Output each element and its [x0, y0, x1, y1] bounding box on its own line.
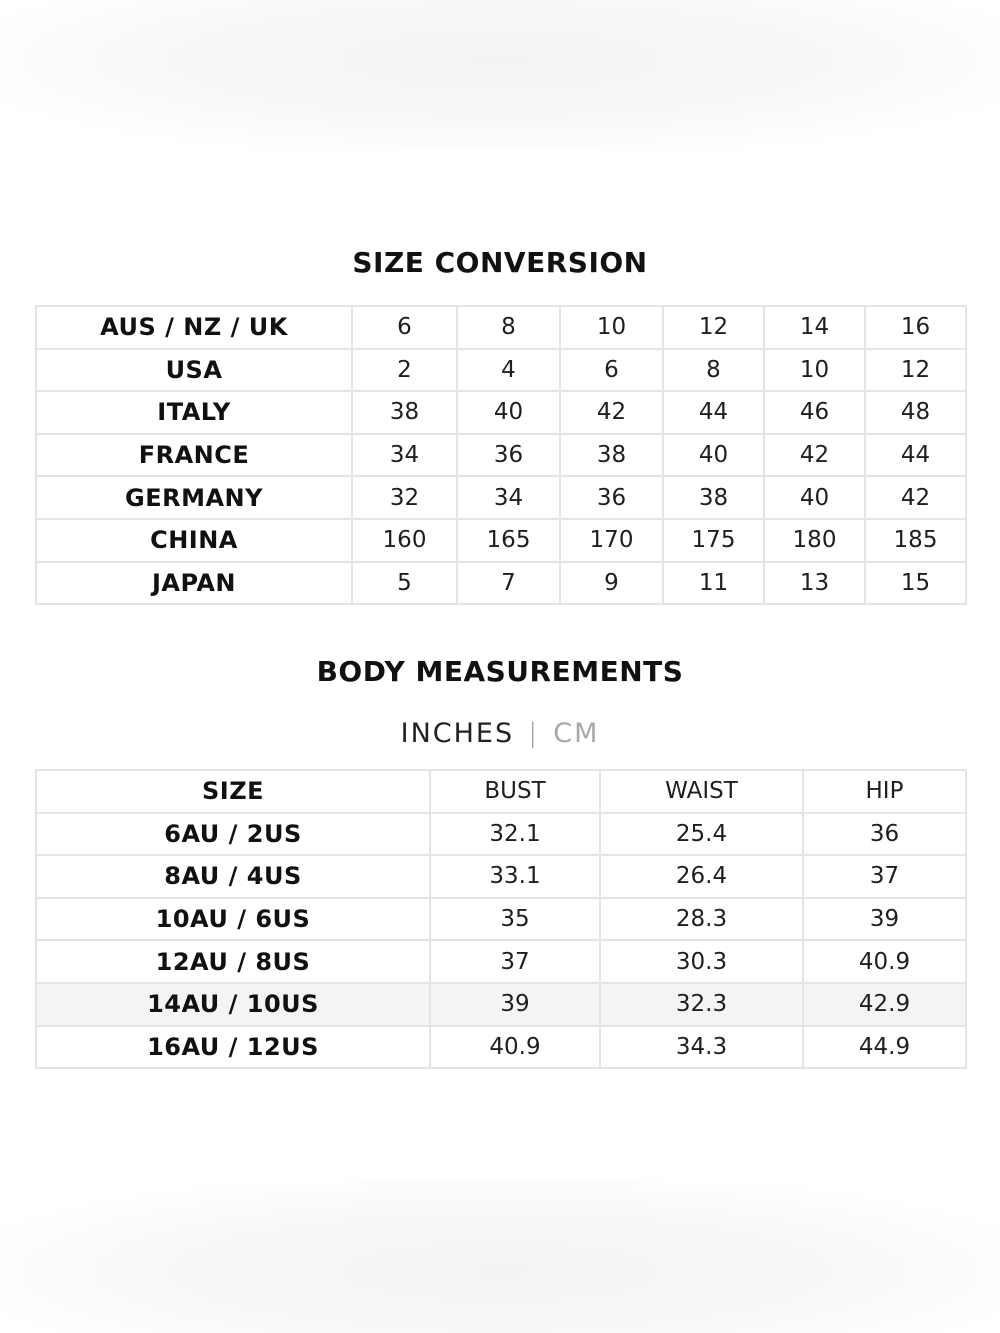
table-cell: 40: [457, 391, 560, 434]
table-row: [36, 855, 966, 898]
top-shadow: [0, 0, 1000, 150]
table-header-row: [36, 770, 966, 813]
table-cell: 9: [560, 562, 663, 605]
table-cell: 39: [430, 983, 600, 1026]
table-cell: 33.1: [430, 855, 600, 898]
table-cell: 48: [865, 391, 966, 434]
unit-cm-option[interactable]: CM: [553, 718, 600, 749]
row-label: GERMANY: [36, 476, 352, 519]
row-label: 8AU / 4US: [36, 855, 430, 898]
body-measurements-table: [35, 769, 967, 1069]
row-label: 6AU / 2US: [36, 813, 430, 856]
table-cell: 10: [560, 306, 663, 349]
table-cell: 40.9: [430, 1026, 600, 1069]
table-cell: 34: [457, 476, 560, 519]
table-cell: 46: [764, 391, 865, 434]
table-cell: 25.4: [600, 813, 803, 856]
table-row: [36, 306, 966, 349]
table-cell: 36: [457, 434, 560, 477]
table-cell: 44: [865, 434, 966, 477]
row-label: 16AU / 12US: [36, 1026, 430, 1069]
column-header-waist: WAIST: [600, 770, 803, 813]
table-cell: 38: [560, 434, 663, 477]
row-label: FRANCE: [36, 434, 352, 477]
unit-separator: |: [528, 718, 540, 749]
row-label: 14AU / 10US: [36, 983, 430, 1026]
row-label: AUS / NZ / UK: [36, 306, 352, 349]
table-cell: 42.9: [803, 983, 966, 1026]
row-label: 12AU / 8US: [36, 940, 430, 983]
table-cell: 39: [803, 898, 966, 941]
table-row: [36, 813, 966, 856]
table-cell: 11: [663, 562, 764, 605]
table-row: [36, 562, 966, 605]
row-label: ITALY: [36, 391, 352, 434]
table-cell: 8: [663, 349, 764, 392]
table-cell: 36: [560, 476, 663, 519]
table-row: [36, 983, 966, 1026]
table-cell: 165: [457, 519, 560, 562]
table-cell: 40: [764, 476, 865, 519]
table-cell: 34.3: [600, 1026, 803, 1069]
table-cell: 42: [865, 476, 966, 519]
table-cell: 26.4: [600, 855, 803, 898]
table-cell: 13: [764, 562, 865, 605]
bottom-shadow: [0, 1180, 1000, 1333]
table-cell: 185: [865, 519, 966, 562]
unit-toggle: [0, 718, 1000, 749]
unit-inches-option[interactable]: INCHES: [400, 718, 515, 749]
table-row: [36, 1026, 966, 1069]
table-cell: 30.3: [600, 940, 803, 983]
table-cell: 14: [764, 306, 865, 349]
table-row: [36, 519, 966, 562]
table-cell: 12: [663, 306, 764, 349]
table-cell: 44.9: [803, 1026, 966, 1069]
table-row: [36, 940, 966, 983]
table-row: [36, 476, 966, 519]
table-row: [36, 898, 966, 941]
row-label: JAPAN: [36, 562, 352, 605]
table-cell: 12: [865, 349, 966, 392]
size-conversion-table: [35, 305, 967, 605]
table-cell: 40: [663, 434, 764, 477]
row-label: 10AU / 6US: [36, 898, 430, 941]
column-header-bust: BUST: [430, 770, 600, 813]
size-conversion-title: SIZE CONVERSION: [352, 246, 648, 279]
table-cell: 28.3: [600, 898, 803, 941]
table-cell: 8: [457, 306, 560, 349]
table-cell: 170: [560, 519, 663, 562]
table-cell: 15: [865, 562, 966, 605]
table-cell: 5: [352, 562, 457, 605]
table-cell: 42: [764, 434, 865, 477]
row-label: CHINA: [36, 519, 352, 562]
table-row: [36, 391, 966, 434]
table-cell: 7: [457, 562, 560, 605]
table-row: [36, 434, 966, 477]
table-cell: 37: [803, 855, 966, 898]
table-cell: 175: [663, 519, 764, 562]
body-measurements-title: BODY MEASUREMENTS: [316, 655, 684, 688]
table-cell: 36: [803, 813, 966, 856]
table-row: [36, 349, 966, 392]
table-cell: 32.1: [430, 813, 600, 856]
table-cell: 32.3: [600, 983, 803, 1026]
table-cell: 42: [560, 391, 663, 434]
table-cell: 180: [764, 519, 865, 562]
table-cell: 2: [352, 349, 457, 392]
table-cell: 35: [430, 898, 600, 941]
table-cell: 44: [663, 391, 764, 434]
table-cell: 160: [352, 519, 457, 562]
table-cell: 16: [865, 306, 966, 349]
row-label: USA: [36, 349, 352, 392]
table-cell: 32: [352, 476, 457, 519]
column-header-size: SIZE: [36, 770, 430, 813]
table-cell: 6: [352, 306, 457, 349]
table-cell: 6: [560, 349, 663, 392]
table-cell: 10: [764, 349, 865, 392]
table-cell: 4: [457, 349, 560, 392]
table-cell: 34: [352, 434, 457, 477]
table-cell: 37: [430, 940, 600, 983]
table-cell: 38: [663, 476, 764, 519]
table-cell: 38: [352, 391, 457, 434]
column-header-hip: HIP: [803, 770, 966, 813]
table-cell: 40.9: [803, 940, 966, 983]
